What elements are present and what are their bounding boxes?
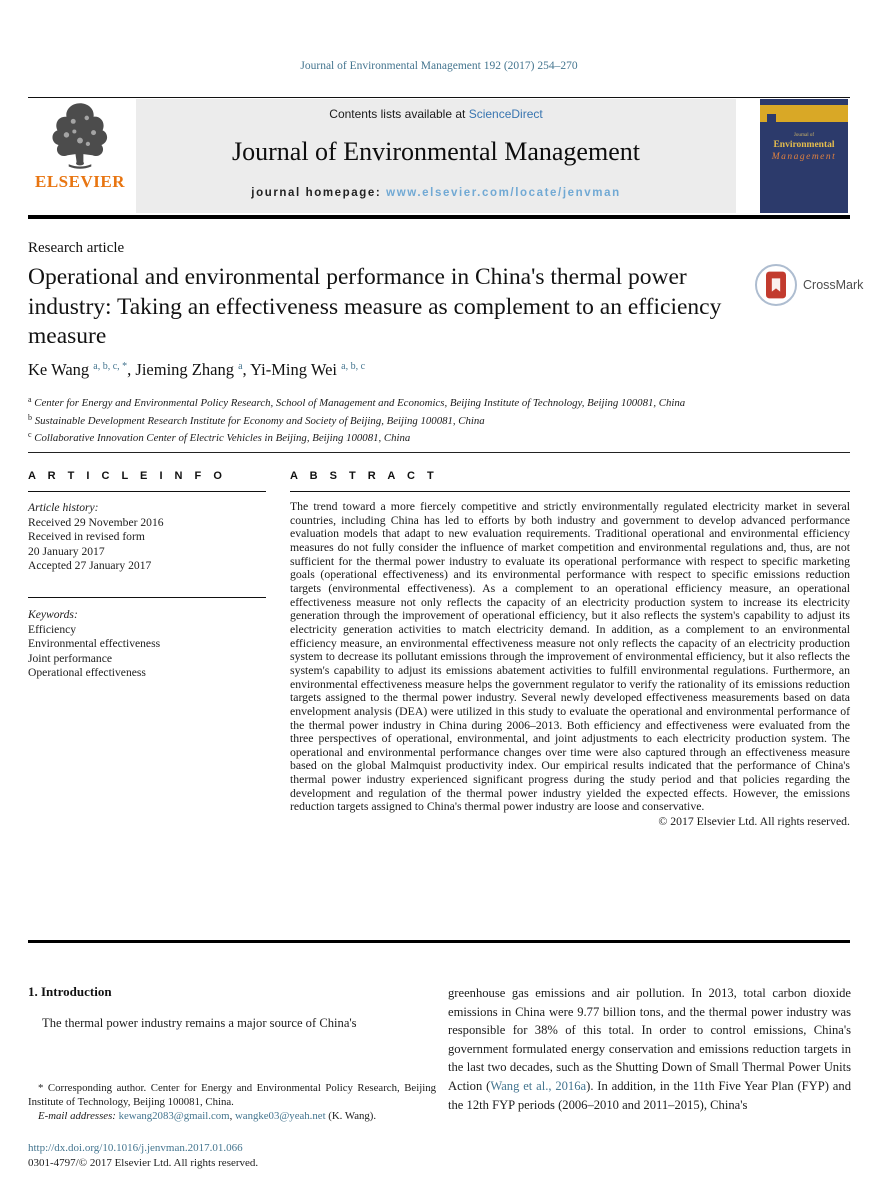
doi-link[interactable]: http://dx.doi.org/10.1016/j.jenvman.2017.01.066 xyxy=(28,1142,243,1154)
author-name: Ke Wang xyxy=(28,360,90,379)
running-head-citation: Journal of Environmental Management 192 (2017) 254–270 xyxy=(300,60,578,72)
article-history-label: Article history: xyxy=(28,501,99,514)
affiliation-text: Sustainable Development Research Institute for Economy and Society of Beijing, Beijing 100081, China xyxy=(34,414,485,427)
contents-lists-line xyxy=(136,107,736,121)
journal-homepage-line xyxy=(136,187,736,199)
abstract-copyright: © 2017 Elsevier Ltd. All rights reserved. xyxy=(658,815,850,829)
abstract-bottom-rule xyxy=(28,940,850,943)
email-suffix: (K. Wang). xyxy=(325,1110,377,1122)
history-line: Received in revised form xyxy=(28,530,145,543)
article-info-rule xyxy=(28,491,266,492)
affiliation-text: Center for Energy and Environmental Policy Research, School of Management and Economics, Beijing Institute of Technology, Beijing 100081, China xyxy=(34,397,686,409)
sciencedirect-link[interactable]: ScienceDirect xyxy=(468,107,543,121)
affiliations xyxy=(28,393,685,446)
intro-paragraph: The thermal power industry remains a major source of China's xyxy=(42,1016,357,1030)
affiliation-row xyxy=(28,428,685,446)
cover-title-line3: Management xyxy=(771,152,837,162)
history-line: Accepted 27 January 2017 xyxy=(28,559,152,572)
email-link-1[interactable]: kewang2083@gmail.com xyxy=(118,1110,230,1122)
homepage-label: journal homepage: xyxy=(251,187,387,199)
body-text: ). In addition, in the 11th Five Year Plan (FYP) and the 12th FYP periods (2006–2010 and 2011–2015), China's xyxy=(448,1078,851,1112)
affiliation-sup: b xyxy=(28,412,32,422)
article-type-label: Research article xyxy=(28,240,125,256)
affiliation-sup: c xyxy=(28,430,32,439)
journal-banner xyxy=(136,99,736,213)
cover-title-line2: Environmental xyxy=(773,140,835,150)
affiliation-sup: a xyxy=(28,395,32,404)
keyword: Joint performance xyxy=(28,651,113,665)
keyword: Operational effectiveness xyxy=(28,666,146,679)
affiliation-row xyxy=(28,411,685,429)
author-name: Jieming Zhang xyxy=(135,360,234,379)
body-right-column xyxy=(448,984,851,1114)
cover-gold-band xyxy=(760,105,848,122)
crossmark-icon xyxy=(755,264,797,306)
abstract-rule xyxy=(290,491,850,492)
keyword: Environmental effectiveness xyxy=(28,637,161,650)
elsevier-tree-icon xyxy=(28,101,132,176)
email-separator: , xyxy=(229,1110,235,1122)
banner-top-rule xyxy=(28,97,850,98)
crossmark-label: CrossMark xyxy=(803,278,864,292)
cover-title xyxy=(760,133,848,162)
section-top-rule xyxy=(28,452,850,453)
keywords-label: Keywords: xyxy=(28,608,78,621)
email-link-2[interactable]: wangke03@yeah.net xyxy=(234,1110,326,1122)
history-line: 20 January 2017 xyxy=(28,544,105,558)
author-list xyxy=(28,360,365,380)
keywords-block xyxy=(28,608,266,681)
elsevier-wordmark: ELSEVIER xyxy=(35,172,125,191)
author-affil-sup[interactable]: a, b, c xyxy=(341,361,366,372)
journal-title: Journal of Environmental Management xyxy=(232,137,640,166)
info-divider-rule xyxy=(28,597,266,598)
abstract-text: The trend toward a more fiercely competitive and strictly environmentally regulated electricity market in several countries, including China has led to efforts by both industry and government to develop advanced performance evaluation models that adapt to new evaluation requirements. Traditional operational and environmental efficiency measures do not fully consider the influence of market competition and environmental regulations and, thus, are not sufficient for the thermal power industry to evaluate its operational performance with respect to specific marketing goals (operational effectiveness) and its environmental performance with respect to specific emissions reduction targets (environmental effectiveness). As a complement to an operational efficiency measure, an operational effectiveness measure not only reflects the capacity of an electricity production system to increase its electricity generation through the improvement of operational efficiency, but it also reflects the system's capability to adjust its electricity generation activities to match electricity demand. In addition, as a complement to an environmental efficiency measure, an environmental effectiveness measure not only reflects the capacity of an electricity production system to decrease its pollutant emissions through the improvement of environmental efficiency, but it also reflects the system's capability to adjust its emissions abatement activities to fulfill environmental regulations. Furthermore, an environmental effectiveness measure helps the government regulator to verify the rationality of its emissions reduction targets assigned to the thermal power industry. Several newly developed effectiveness measurements based on data envelopment analysis (DEA) were utilized in this study to evaluate the operational and environmental performance of the thermal power industry in China during 2006–2013. Both efficiency and effectiveness were evaluated from the three perspectives of operational, environmental, and joint adjustments to each electricity production system. The operational and environmental performance changes over time were also captured through an effectiveness measure based on the global Malmquist productivity index. Our empirical results indicated that the performance of China's thermal power industry experienced significant progress during the study period and that policies regarding the development and regulation of the thermal power industry yielded the expected effects. However, the emissions reduction targets assigned to China's thermal power industry are loose and conservative. xyxy=(290,500,850,814)
journal-cover-thumbnail[interactable] xyxy=(760,99,848,213)
affiliation-row xyxy=(28,393,685,411)
homepage-url-link[interactable]: www.elsevier.com/locate/jenvman xyxy=(386,187,621,199)
author-affil-sup[interactable]: a, b, c, * xyxy=(93,361,128,372)
author-separator: , xyxy=(242,360,251,379)
author-affil-sup[interactable]: a xyxy=(238,361,243,372)
elsevier-logo[interactable] xyxy=(28,99,132,213)
crossmark-badge[interactable] xyxy=(755,262,864,310)
banner-bottom-rule xyxy=(28,215,850,219)
article-info-heading: A R T I C L E I N F O xyxy=(28,470,227,482)
issn-copyright-line: 0301-4797/© 2017 Elsevier Ltd. All rights reserved. xyxy=(28,1157,259,1169)
affiliation-text: Collaborative Innovation Center of Electric Vehicles in Beijing, Beijing 100081, China xyxy=(34,432,411,444)
author-separator: , xyxy=(127,360,136,379)
contents-lists-label: Contents lists available at xyxy=(329,107,469,121)
abstract-body xyxy=(290,500,850,829)
cover-title-line1: Journal of xyxy=(793,133,815,138)
corresponding-author-note: * Corresponding author. Center for Energy and Environmental Policy Research, Beijing Institute of Technology, Beijing 100081, China. xyxy=(28,1082,436,1108)
citation-link-wang-2016a[interactable]: Wang et al., 2016a xyxy=(490,1078,587,1093)
keyword: Efficiency xyxy=(28,622,77,636)
author-name: Yi-Ming Wei xyxy=(250,360,337,379)
email-addresses-line xyxy=(28,1109,436,1123)
cover-emblem xyxy=(767,114,776,125)
footnote-block xyxy=(28,1081,436,1123)
article-title: Operational and environmental performance in China's thermal power industry: Taking an effectiveness measure as complement to an efficiency measure xyxy=(28,264,722,349)
article-history xyxy=(28,501,266,574)
email-label: E-mail addresses: xyxy=(38,1110,119,1122)
history-line: Received 29 November 2016 xyxy=(28,515,164,529)
body-text: greenhouse gas emissions and air pollution. In 2013, total carbon dioxide emissions in China were 9.77 billion tons, and the thermal power industry was responsible for 38% of this total. In order to control emissions, China's government formulated energy conservation and emissions reduction targets in the last two decades, such as the Shutting Down of Small Thermal Power Units Action ( xyxy=(448,986,851,1093)
abstract-heading: A B S T R A C T xyxy=(290,470,439,482)
section-1-heading: 1. Introduction xyxy=(28,984,112,999)
